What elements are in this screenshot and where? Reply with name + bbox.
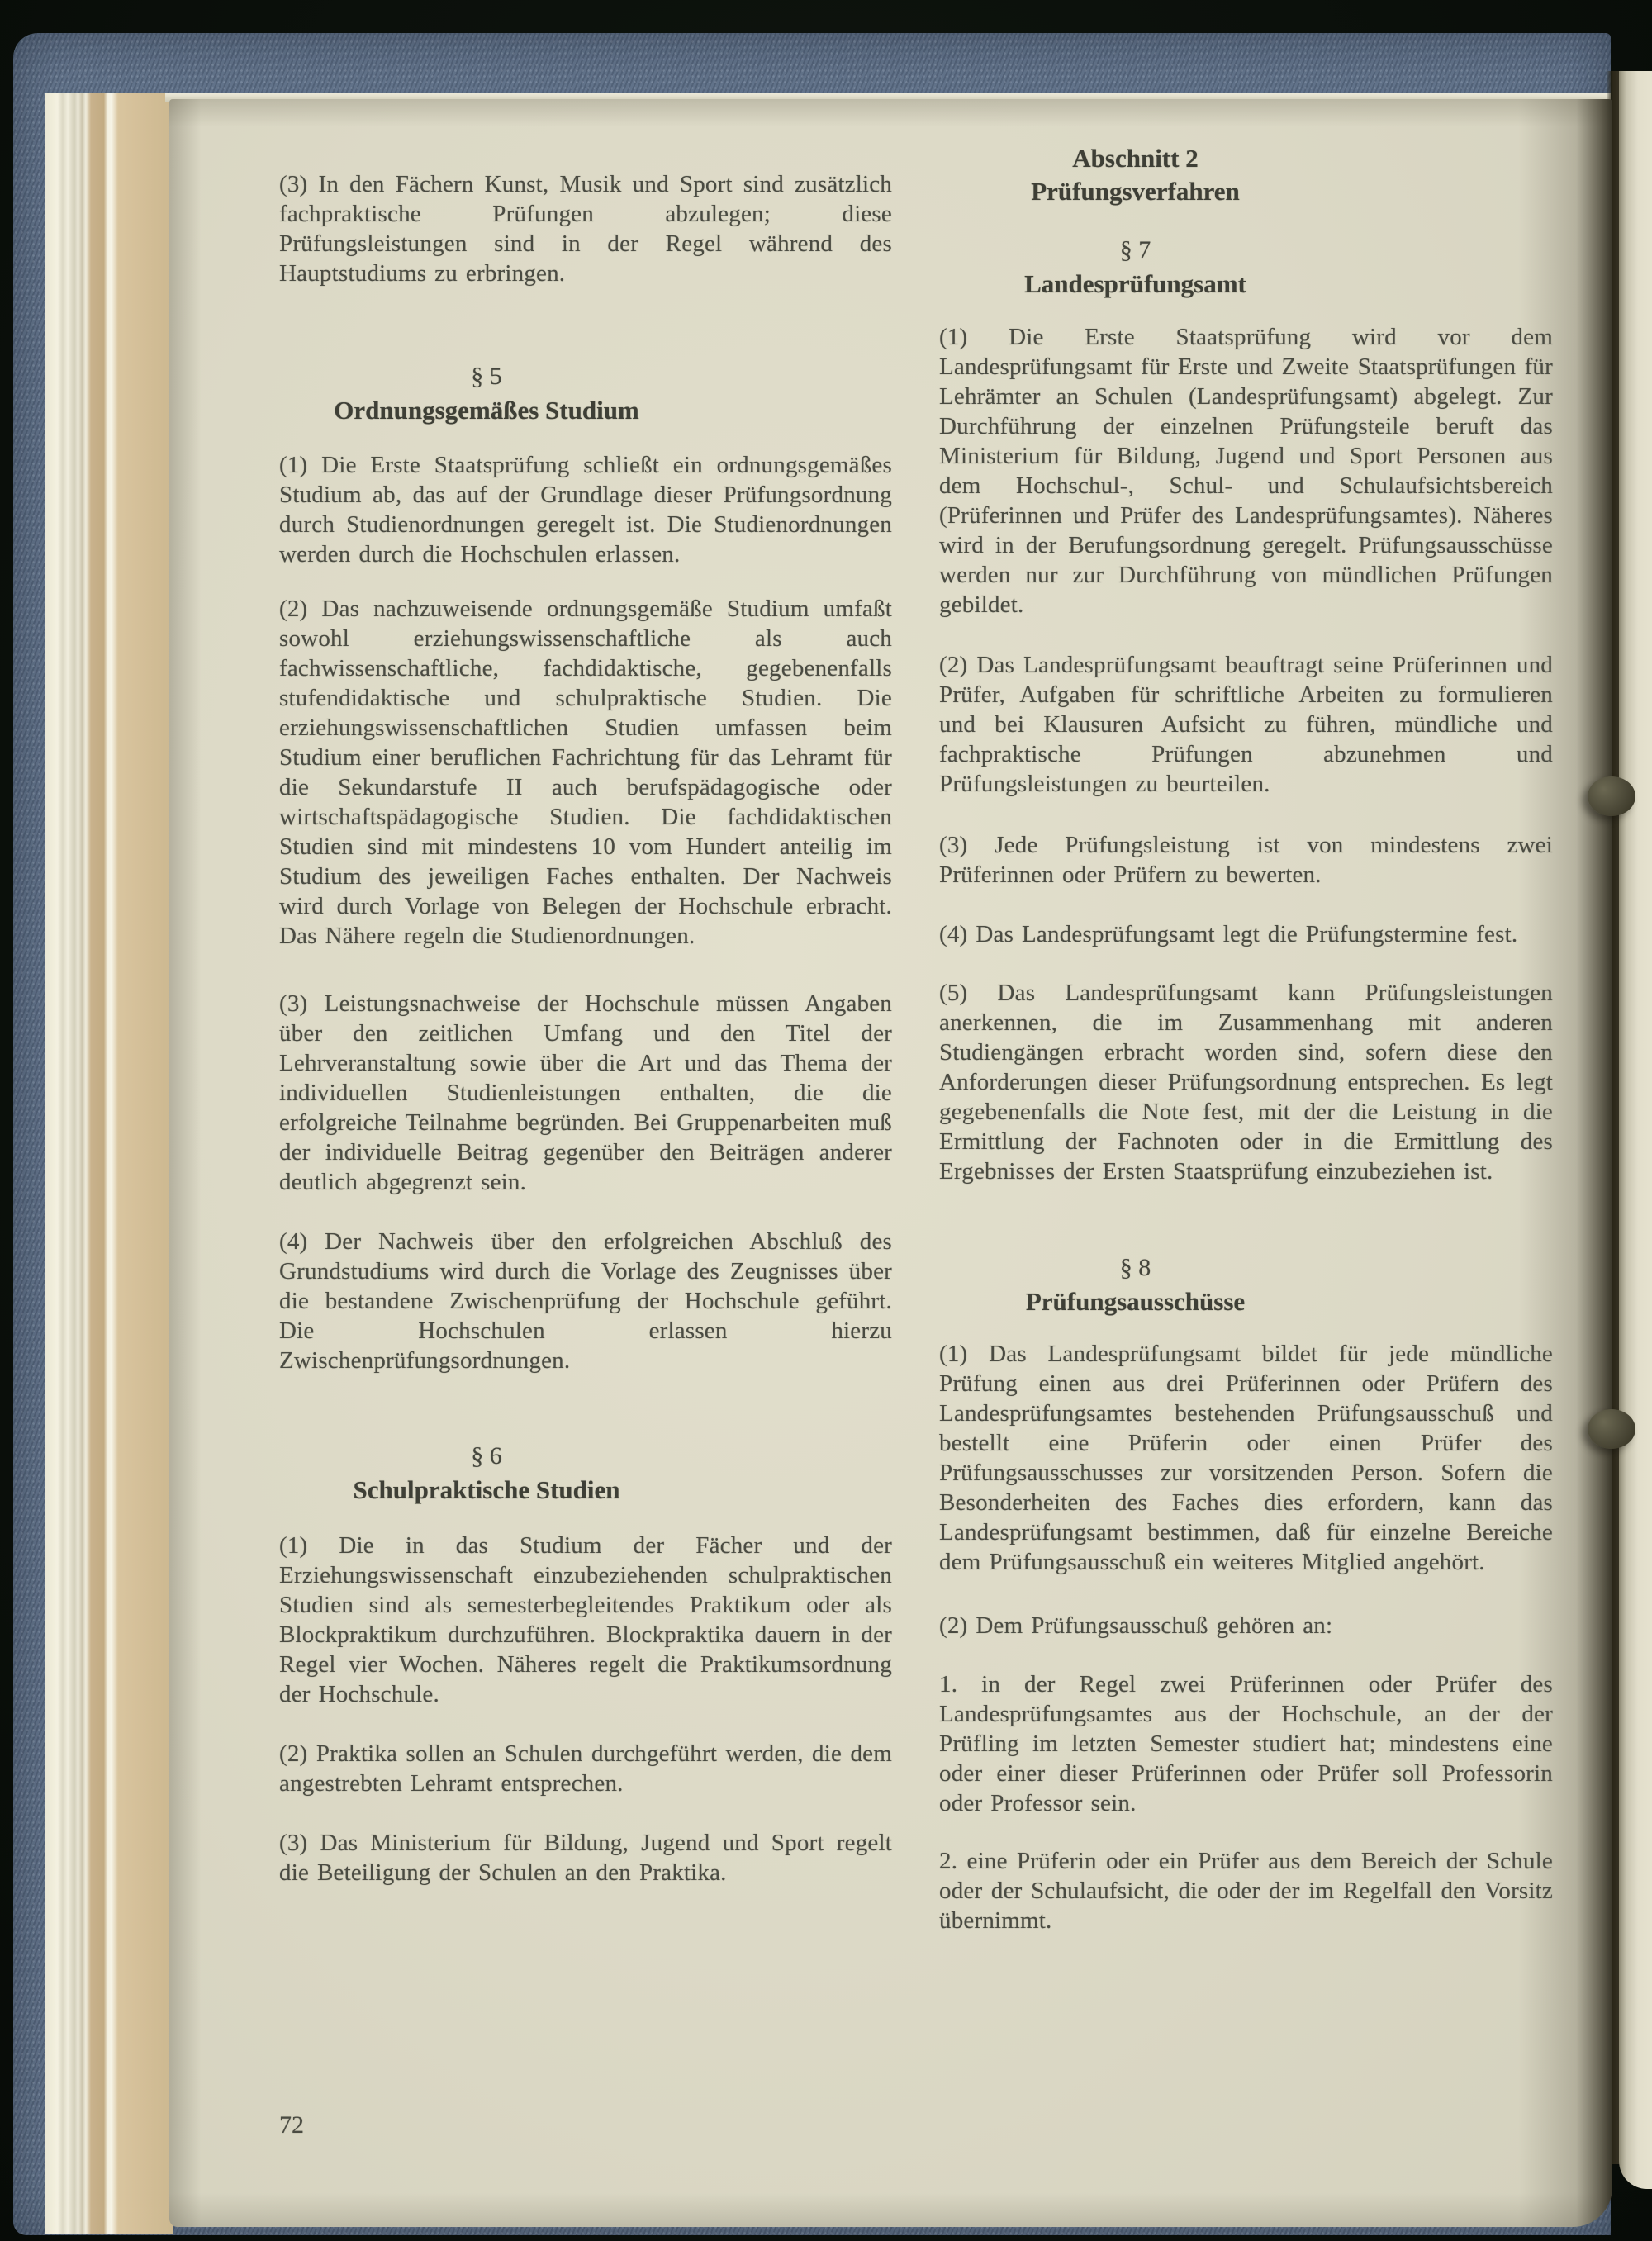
paragraph: (2) Das nachzuweisende ordnungsgemäße Studium umfaßt sowohl erziehungswissenschaftliche als auch fachwissenschaftliche, fachdidaktische, gegebenenfalls stufendidaktische und schulpraktische Studien. Die erziehungswissenschaftlichen Studien umfassen beim Studium einer beruflichen Fachrichtung für das Lehramt für die Sekundarstufe II auch berufspädagogische oder wirtschaftspädagogische Studien. Die fachdidaktischen Studien sind mit mindestens 10 vom Hundert anteilig im Studium des jeweiligen Faches enthalten. Der Nachweis wird durch Vorlage von Belegen der Hochschule erbracht. Das Nähere regeln die Studienordnungen.	[279, 596, 892, 949]
paragraph: (3) Jede Prüfungsleistung ist von mindestens zwei Prüferinnen oder Prüfern zu bewerten.	[939, 832, 1553, 888]
section-number: § 5	[471, 363, 502, 390]
list-item: 1. in der Regel zwei Prüferinnen oder Prüfer des Landesprüfungsamtes aus der Hochschule, an der der Prüfling im letzten Semester studiert hat; mindestens eine oder einer dieser Prüferinnen oder Prüfer soll Professorin oder Professor sein.	[939, 1671, 1553, 1816]
paragraph: (2) Das Landesprüfungsamt beauftragt seine Prüferinnen und Prüfer, Aufgaben für schriftliche Arbeiten zu formulieren und bei Klausuren Aufsicht zu führen, mündliche und fachpraktische Prüfungen abzunehmen und Prüfungsleistungen zu beurteilen.	[939, 652, 1553, 797]
facing-page-edge	[1619, 71, 1652, 2189]
section-title: Prüfungsausschüsse	[1025, 1287, 1246, 1316]
book-page	[169, 99, 1612, 2227]
paragraph: (3) Leistungsnachweise der Hochschule müssen Angaben über den zeitlichen Umfang und den Titel der Lehrveranstaltung sowie über die Art und das Thema der individuellen Studienleistungen enthalten, die die erfolgreiche Teilnahme begründen. Bei Gruppenarbeiten muß der individuelle Beitrag gegenüber den Beiträgen anderer deutlich abgegrenzt sein.	[279, 990, 892, 1195]
paragraph: (5) Das Landesprüfungsamt kann Prüfungsleistungen anerkennen, die im Zusammenhang mit anderen Studiengängen erbracht worden sind, sofern diese den Anforderungen dieser Prüfungsordnung entsprechen. Es legt gegebenenfalls die Note fest, mit der die Leistung in die Ermittlung der Fachnoten oder in die Ermittlung des Ergebnisses der Ersten Staatsprüfung einzubeziehen ist.	[939, 980, 1553, 1185]
section-5-heading	[180, 359, 793, 427]
binding-screw-bottom	[1588, 1409, 1635, 1449]
section-8-heading	[828, 1251, 1442, 1318]
section-number: § 7	[1119, 236, 1151, 264]
paragraph: (1) Die Erste Staatsprüfung schließt ein ordnungsgemäßes Studium ab, das auf der Grundlage dieser Prüfungsordnung durch Studienordnungen geregelt ist. Die Studienordnungen werden durch die Hochschulen erlassen.	[279, 452, 892, 567]
page-edge-stack	[45, 93, 173, 2234]
left-column	[279, 169, 892, 1887]
part-heading-line2: Prüfungsverfahren	[1031, 177, 1240, 206]
part-heading	[828, 142, 1442, 208]
binding-screw-top	[1588, 776, 1635, 816]
section-title: Schulpraktische Studien	[353, 1475, 620, 1504]
section-title: Ordnungsgemäßes Studium	[334, 396, 639, 425]
part-heading-line1: Abschnitt 2	[1072, 144, 1199, 173]
paragraph-intro: (3) In den Fächern Kunst, Musik und Sport sind zusätzlich fachpraktische Prüfungen abzulegen; diese Prüfungsleistungen sind in der Regel während des Hauptstudiums zu erbringen.	[279, 171, 892, 287]
paragraph: (4) Das Landesprüfungsamt legt die Prüfungstermine fest.	[939, 921, 1518, 947]
paragraph: (1) Das Landesprüfungsamt bildet für jede mündliche Prüfung einen aus drei Prüferinnen oder Prüfern des Landesprüfungsamtes bestehenden Prüfungsausschuß und bestellt eine Prüferin oder einen Prüfer des Prüfungsausschusses zur vorsitzenden Person. Sofern die Besonderheiten des Faches dies erfordern, kann das Landesprüfungsamt bestimmen, daß für einzelne Bereiche dem Prüfungsausschuß ein weiteres Mitglied angehört.	[939, 1341, 1553, 1575]
section-number: § 8	[1119, 1254, 1151, 1281]
section-6-heading	[180, 1439, 793, 1507]
section-7-heading	[828, 233, 1442, 301]
paragraph: (1) Die Erste Staatsprüfung wird vor dem Landesprüfungsamt für Erste und Zweite Staatsprüfungen für Lehrämter an Schulen (Landesprüfungsamt) abgelegt. Zur Durchführung der einzelnen Prüfungsteile beruft das Ministerium für Bildung, Jugend und Sport Personen aus dem Hochschul-, Schul- und Schulaufsichtsbereich (Prüferinnen und Prüfer des Landesprüfungsamtes). Näheres wird in der Berufungsordnung geregelt. Prüfungsausschüsse werden nur zur Durchführung von mündlichen Prüfungen gebildet.	[939, 324, 1553, 618]
right-column	[939, 142, 1553, 1935]
paragraph: (1) Die in das Studium der Fächer und der Erziehungswissenschaft einzubeziehenden schulpraktischen Studien sind als semesterbegleitendes Praktikum oder als Blockpraktikum durchzuführen. Blockpraktika dauern in der Regel vier Wochen. Näheres regelt die Praktikumsordnung der Hochschule.	[279, 1532, 892, 1707]
section-title: Landesprüfungsamt	[1024, 269, 1246, 298]
paragraph: (4) Der Nachweis über den erfolgreichen Abschluß des Grundstudiums wird durch die Vorlage des Zeugnisses über die bestandene Zwischenprüfung der Hochschule geführt. Die Hochschulen erlassen hierzu Zwischenprüfungsordnungen.	[279, 1228, 892, 1374]
paragraph: (3) Das Ministerium für Bildung, Jugend und Sport regelt die Beteiligung der Schulen an den Praktika.	[279, 1830, 892, 1886]
list-item: 2. eine Prüferin oder ein Prüfer aus dem Bereich der Schule oder der Schulaufsicht, die oder der im Regelfall den Vorsitz übernimmt.	[939, 1848, 1553, 1934]
paragraph: (2) Praktika sollen an Schulen durchgeführt werden, die dem angestrebten Lehramt entsprechen.	[279, 1740, 892, 1797]
page-number: 72	[279, 2111, 304, 2139]
section-number: § 6	[471, 1442, 502, 1469]
paragraph: (2) Dem Prüfungsausschuß gehören an:	[939, 1612, 1333, 1639]
